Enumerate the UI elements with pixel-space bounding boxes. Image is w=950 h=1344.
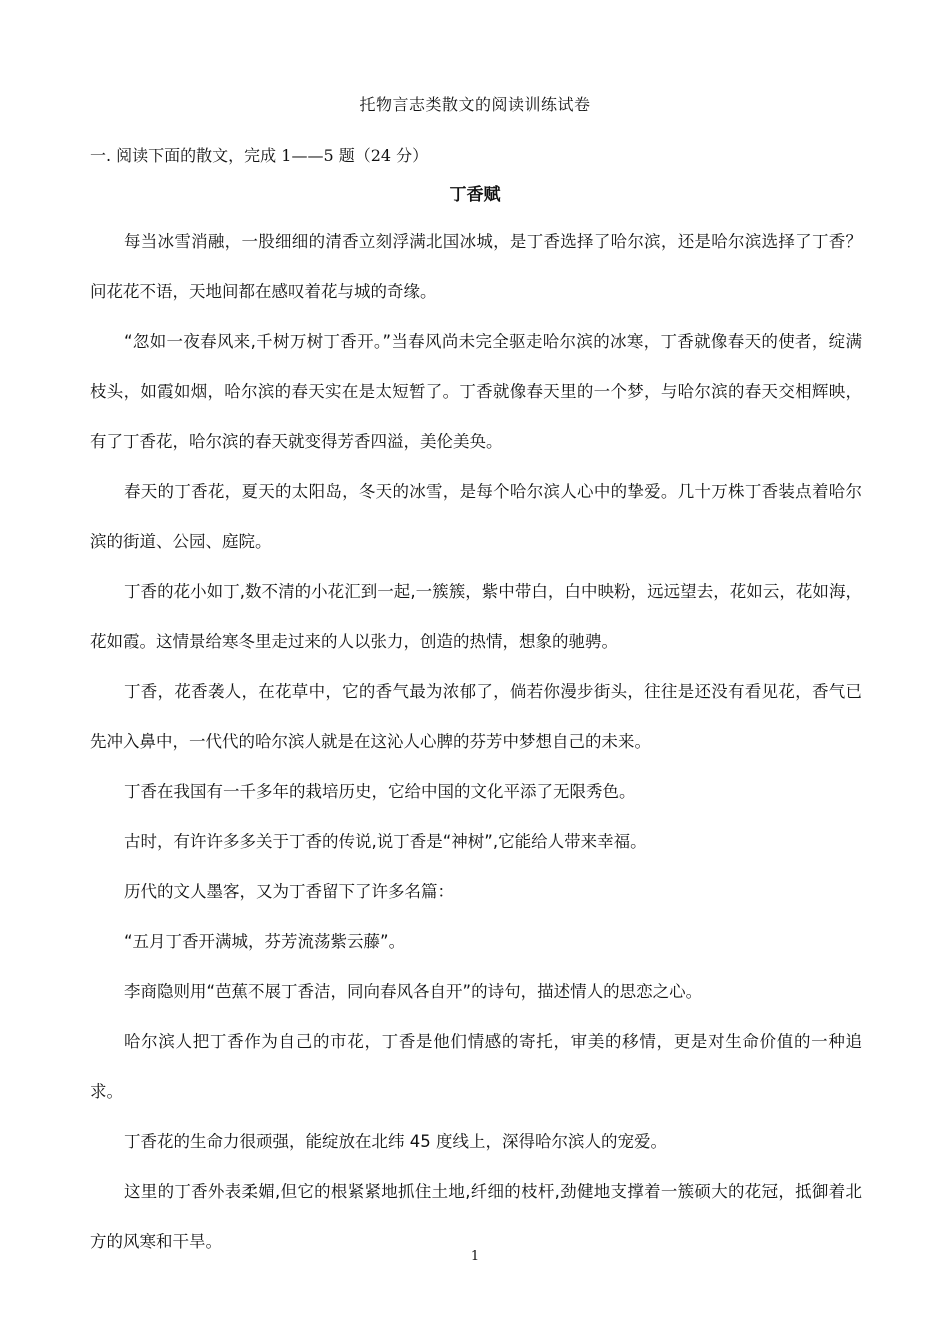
- page-number: 1: [470, 1249, 480, 1264]
- essay-body: [90, 217, 862, 1267]
- essay-paragraph: 丁香，花香袭人，在花草中，它的香气最为浓郁了，倘若你漫步街头，往往是还没有看见花，香气已先冲入鼻中，一代代的哈尔滨人就是在这沁人心脾的芬芳中梦想自己的未来。: [90, 682, 862, 751]
- essay-paragraph: 丁香的花小如丁,数不清的小花汇到一起,一簇簇，紫中带白，白中映粉，远远望去，花如云，花如海，花如霞。这情景给寒冬里走过来的人以张力，创造的热情，想象的驰骋。: [90, 582, 862, 651]
- document-title: 托物言志类散文的阅读训练试卷: [359, 95, 591, 114]
- essay-paragraph: 春天的丁香花，夏天的太阳岛，冬天的冰雪，是每个哈尔滨人心中的挚爱。几十万株丁香装点着哈尔滨的街道、公园、庭院。: [90, 482, 862, 551]
- essay-paragraph: 丁香在我国有一千多年的栽培历史，它给中国的文化平添了无限秀色。: [124, 782, 636, 801]
- essay-title: 丁香赋: [449, 185, 501, 205]
- essay-paragraph: 古时，有许许多多关于丁香的传说,说丁香是“神树”,它能给人带来幸福。: [124, 832, 647, 851]
- essay-paragraph: 李商隐则用“芭蕉不展丁香洁，同向春风各自开”的诗句，描述情人的思恋之心。: [124, 982, 703, 1001]
- essay-paragraph: 哈尔滨人把丁香作为自己的市花，丁香是他们情感的寄托，审美的移情，更是对生命价值的一种追求。: [90, 1032, 862, 1101]
- essay-paragraph: 历代的文人墨客，又为丁香留下了许多名篇：: [124, 882, 454, 901]
- essay-paragraph: “忽如一夜春风来,千树万树丁香开。”当春风尚未完全驱走哈尔滨的冰寒，丁香就像春天的使者，绽满枝头，如霞如烟，哈尔滨的春天实在是太短暂了。丁香就像春天里的一个梦，与哈尔滨的春天交相辉映，有了丁香花，哈尔滨的春天就变得芳香四溢，美伦美奂。: [90, 332, 862, 451]
- essay-paragraph: “五月丁香开满城，芬芳流荡紫云藤”。: [124, 932, 406, 951]
- essay-paragraph: 丁香花的生命力很顽强，能绽放在北纬 45 度线上，深得哈尔滨人的宠爱。: [124, 1132, 667, 1151]
- essay-paragraph: 这里的丁香外表柔媚,但它的根紧紧地抓住土地,纤细的枝杆,劲健地支撑着一簇硕大的花冠，抵御着北方的风寒和干旱。: [90, 1182, 862, 1251]
- section-heading: 一. 阅读下面的散文，完成 1——5 题（24 分）: [90, 146, 429, 165]
- essay-paragraph: 每当冰雪消融，一股细细的清香立刻浮满北国冰城，是丁香选择了哈尔滨，还是哈尔滨选择了丁香？问花花不语，天地间都在感叹着花与城的奇缘。: [90, 232, 862, 301]
